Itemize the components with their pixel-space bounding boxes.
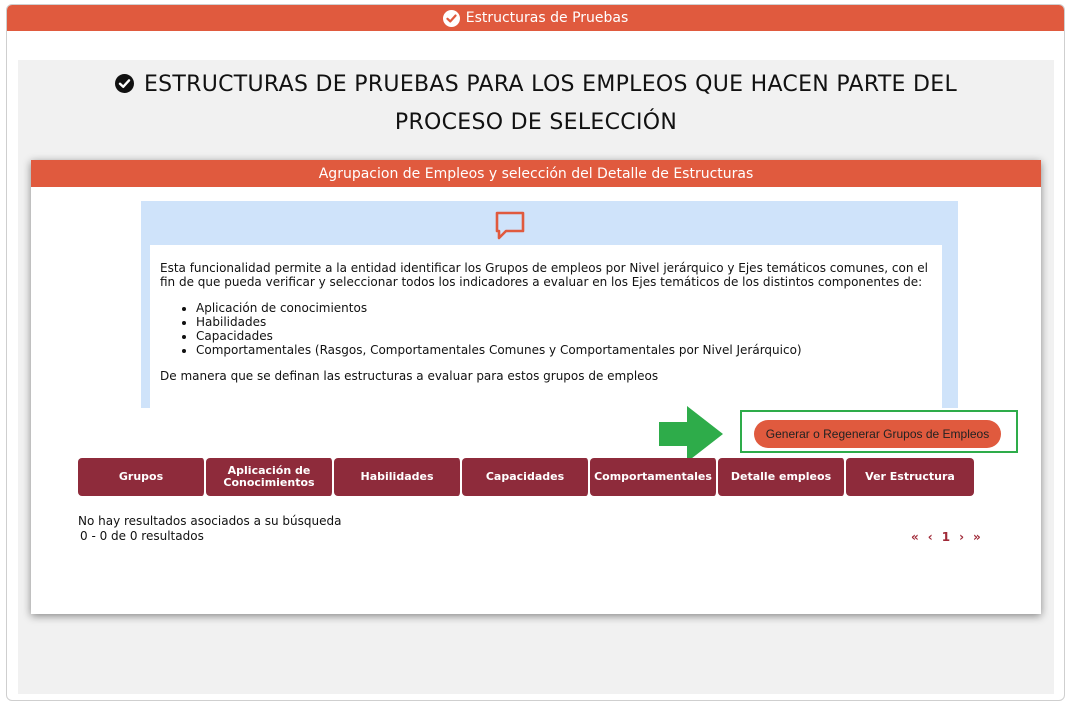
page-title-line1: ESTRUCTURAS DE PRUEBAS PARA LOS EMPLEOS QUE HACEN PARTE DEL (143, 72, 958, 97)
structures-card (31, 160, 1041, 614)
results-count: 0 - 0 de 0 resultados (80, 529, 204, 543)
generate-button-highlight (740, 410, 1018, 453)
tab-detalle-empleos[interactable]: Detalle empleos (718, 458, 846, 496)
chat-bubble-icon (493, 209, 527, 247)
check-circle-icon (115, 74, 134, 93)
tab-comportamentales[interactable]: Comportamentales (590, 458, 718, 496)
first-page-button[interactable]: « (911, 530, 919, 544)
info-intro: Esta funcionalidad permite a la entidad identificar los Grupos de empleos por Nivel jerárquico y Ejes temáticos comunes, con el fin de que pueda verificar y seleccionar todos los indicadores a evaluar en los Ejes temáticos de los distintos componentes de: (160, 261, 928, 289)
tab-capacidades[interactable]: Capacidades (462, 458, 590, 496)
current-page[interactable]: 1 (941, 530, 951, 544)
tab-aplicacion-conocimientos[interactable]: Aplicación de Conocimientos (206, 458, 334, 496)
pagination (911, 530, 981, 544)
info-outro: De manera que se definan las estructuras a evaluar para estos grupos de empleos (160, 369, 659, 383)
generate-groups-button[interactable]: Generar o Regenerar Grupos de Empleos (754, 420, 1001, 448)
window-title: Estructuras de Pruebas (465, 10, 629, 26)
info-text (150, 245, 942, 413)
results-info (78, 514, 341, 544)
card-header: Agrupacion de Empleos y selección del Detalle de Estructuras (31, 160, 1041, 187)
tab-ver-estructura[interactable]: Ver Estructura (846, 458, 974, 496)
app-window (6, 4, 1065, 701)
page-title (18, 66, 1054, 142)
tab-bar (78, 458, 976, 496)
info-panel (141, 201, 958, 408)
last-page-button[interactable]: » (973, 530, 981, 544)
info-list-item: • Habilidades (196, 315, 932, 329)
tab-habilidades[interactable]: Habilidades (334, 458, 462, 496)
info-list-item: • Aplicación de conocimientos (196, 301, 932, 315)
tab-grupos[interactable]: Grupos (78, 458, 206, 496)
info-list (160, 301, 932, 357)
no-results-message: No hay resultados asociados a su búsqueda (78, 514, 342, 528)
title-bar (7, 5, 1064, 31)
info-list-item: • Comportamentales (Rasgos, Comportamentales Comunes y Comportamentales por Nivel Jerárquico) (196, 343, 932, 357)
page-background (18, 60, 1054, 694)
next-page-button[interactable]: › (959, 530, 965, 544)
page-title-line2: PROCESO DE SELECCIÓN (394, 110, 678, 135)
green-arrow-icon (659, 406, 725, 466)
check-circle-icon (443, 10, 460, 27)
info-list-item: • Capacidades (196, 329, 932, 343)
prev-page-button[interactable]: ‹ (927, 530, 933, 544)
